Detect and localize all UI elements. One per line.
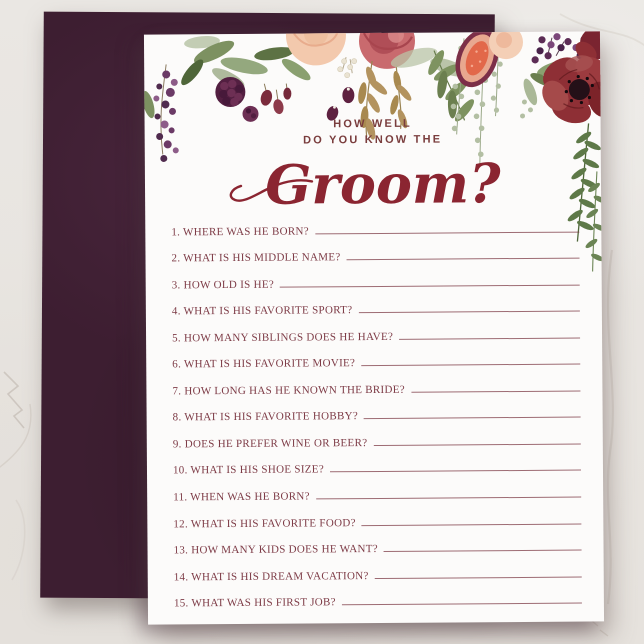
cream-berries-illustration	[338, 57, 357, 78]
answer-line	[315, 231, 579, 234]
answer-line	[362, 523, 582, 526]
question-label: 3. HOW OLD IS HE?	[171, 278, 275, 292]
answer-line	[373, 443, 580, 445]
question-label: 11. WHEN WAS HE BORN?	[173, 490, 310, 504]
question-label: 7. HOW LONG HAS HE KNOWN THE BRIDE?	[172, 383, 405, 398]
answer-line	[384, 550, 582, 552]
answer-line	[361, 364, 580, 367]
header-line-1: HOW WELL	[333, 117, 412, 131]
quiz-card	[144, 31, 604, 624]
answer-line	[316, 497, 581, 500]
question-row	[174, 555, 582, 584]
question-label: 15. WHAT WAS HIS FIRST JOB?	[173, 596, 336, 610]
question-row	[171, 236, 579, 265]
question-label: 12. WHAT IS HIS FAVORITE FOOD?	[173, 516, 356, 530]
question-label: 8. WHAT IS HIS FAVORITE HOBBY?	[172, 410, 359, 424]
question-row	[172, 342, 580, 371]
answer-line	[411, 390, 580, 392]
answer-line	[364, 417, 581, 420]
question-row	[173, 475, 581, 504]
peach-rose-illustration	[286, 31, 346, 65]
question-label: 1. WHERE WAS HE BORN?	[171, 224, 309, 238]
question-label: 10. WHAT IS HIS SHOE SIZE?	[172, 463, 325, 477]
header-line-2: DO YOU KNOW THE	[303, 133, 443, 146]
question-label: 14. WHAT IS HIS DREAM VACATION?	[173, 569, 369, 584]
answer-line	[375, 576, 582, 578]
question-label: 5. HOW MANY SIBLINGS DOES HE HAVE?	[172, 330, 394, 345]
question-label: 9. DOES HE PREFER WINE OR BEER?	[172, 436, 368, 451]
answer-line	[358, 311, 580, 314]
question-row	[173, 502, 581, 531]
question-label: 2. WHAT IS HIS MIDDLE NAME?	[171, 251, 341, 265]
question-row	[173, 528, 581, 557]
question-label: 4. WHAT IS HIS FAVORITE SPORT?	[171, 304, 353, 318]
question-row	[172, 369, 580, 398]
question-label: 13. HOW MANY KIDS DOES HE WANT?	[173, 543, 378, 557]
question-row	[173, 422, 581, 451]
question-row	[173, 448, 581, 477]
answer-line	[347, 258, 580, 261]
question-row	[174, 581, 582, 610]
question-list	[171, 210, 582, 611]
answer-line	[280, 284, 580, 287]
answer-line	[399, 337, 580, 339]
answer-line	[342, 603, 582, 606]
question-row	[172, 289, 580, 318]
blackberry-illustration	[215, 77, 258, 122]
answer-line	[330, 470, 581, 473]
title-groom: Groom?	[265, 151, 501, 217]
question-row	[171, 210, 579, 239]
question-row	[172, 263, 580, 292]
question-row	[172, 316, 580, 345]
question-label: 6. WHAT IS HIS FAVORITE MOVIE?	[172, 357, 356, 371]
question-row	[172, 395, 580, 424]
